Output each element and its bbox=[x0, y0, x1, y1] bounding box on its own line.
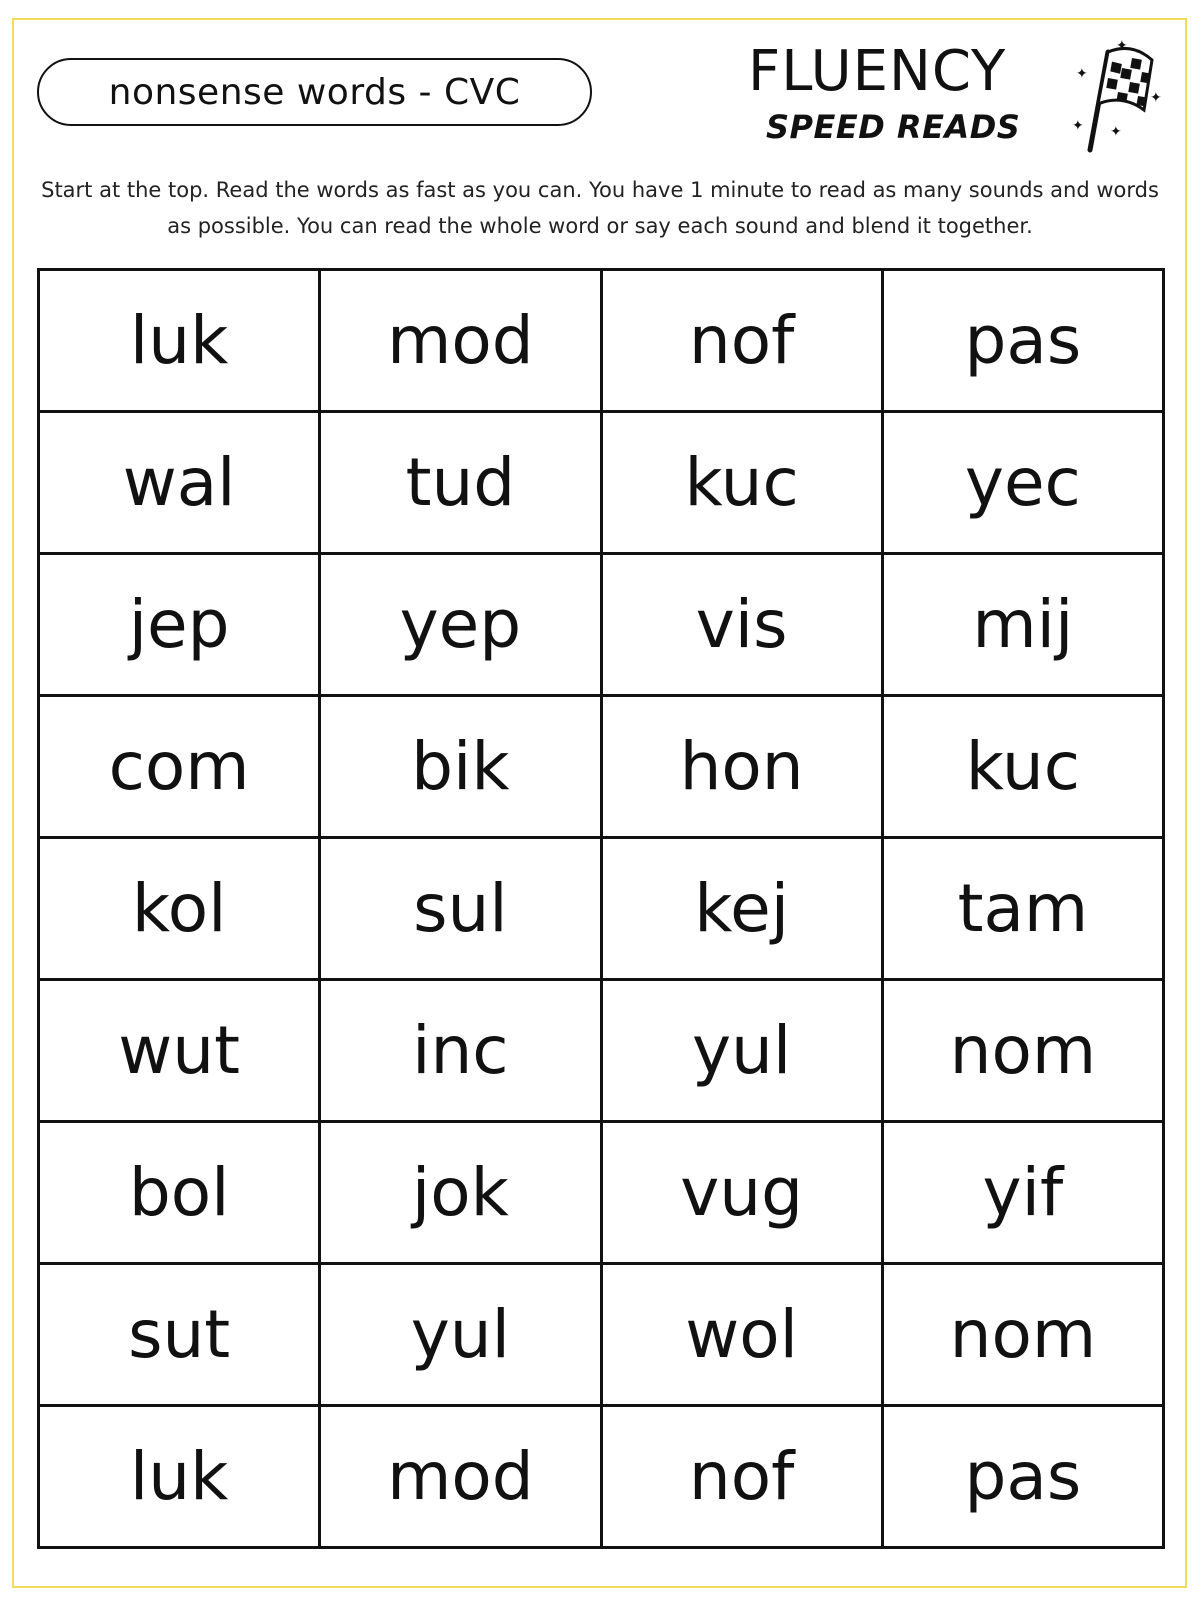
word-cell: yep bbox=[320, 554, 601, 696]
word-cell: mij bbox=[882, 554, 1163, 696]
word-cell: tud bbox=[320, 412, 601, 554]
word-cell: nom bbox=[882, 980, 1163, 1122]
word-cell: yul bbox=[320, 1264, 601, 1406]
word-cell: pas bbox=[882, 1406, 1163, 1548]
grid-row bbox=[39, 1264, 1164, 1406]
word-cell: pas bbox=[882, 270, 1163, 412]
word-cell: nom bbox=[882, 1264, 1163, 1406]
word-cell: yul bbox=[601, 980, 882, 1122]
word-cell: luk bbox=[39, 270, 320, 412]
word-cell: jok bbox=[320, 1122, 601, 1264]
word-cell: kuc bbox=[601, 412, 882, 554]
svg-text:✦: ✦ bbox=[1076, 66, 1088, 82]
worksheet-tag-label: nonsense words - CVC bbox=[108, 71, 521, 113]
word-cell: mod bbox=[320, 270, 601, 412]
word-cell: yec bbox=[882, 412, 1163, 554]
svg-text:✦: ✦ bbox=[1110, 124, 1122, 140]
word-cell: bik bbox=[320, 696, 601, 838]
word-cell: kuc bbox=[882, 696, 1163, 838]
grid-row bbox=[39, 412, 1164, 554]
word-cell: wol bbox=[601, 1264, 882, 1406]
word-cell: bol bbox=[39, 1122, 320, 1264]
word-cell: inc bbox=[320, 980, 601, 1122]
grid-row bbox=[39, 980, 1164, 1122]
word-cell: yif bbox=[882, 1122, 1163, 1264]
word-cell: sut bbox=[39, 1264, 320, 1406]
worksheet-tag bbox=[37, 58, 592, 126]
word-cell: com bbox=[39, 696, 320, 838]
checkered-flag-icon bbox=[1032, 38, 1162, 158]
grid-row bbox=[39, 1406, 1164, 1548]
svg-text:✦: ✦ bbox=[1072, 118, 1084, 134]
word-cell: sul bbox=[320, 838, 601, 980]
grid-row bbox=[39, 696, 1164, 838]
word-cell: kol bbox=[39, 838, 320, 980]
word-cell: kej bbox=[601, 838, 882, 980]
word-cell: wut bbox=[39, 980, 320, 1122]
word-cell: jep bbox=[39, 554, 320, 696]
grid-row bbox=[39, 1122, 1164, 1264]
word-cell: hon bbox=[601, 696, 882, 838]
grid-row bbox=[39, 270, 1164, 412]
svg-text:✦: ✦ bbox=[1150, 90, 1162, 106]
brand-logo bbox=[740, 38, 1170, 158]
word-cell: luk bbox=[39, 1406, 320, 1548]
grid-row bbox=[39, 838, 1164, 980]
instructions-text: Start at the top. Read the words as fast as you can. You have 1 minute to read as many sounds and words as possible. You can read the whole word or say each sound and blend it together. bbox=[41, 178, 1159, 238]
word-cell: tam bbox=[882, 838, 1163, 980]
word-cell: vis bbox=[601, 554, 882, 696]
brand-subtitle: SPEED READS bbox=[766, 108, 1021, 146]
word-grid bbox=[37, 268, 1165, 1549]
word-cell: nof bbox=[601, 1406, 882, 1548]
word-cell: mod bbox=[320, 1406, 601, 1548]
word-cell: nof bbox=[601, 270, 882, 412]
grid-row bbox=[39, 554, 1164, 696]
svg-text:✦: ✦ bbox=[1116, 38, 1128, 54]
brand-title: FLUENCY bbox=[748, 39, 1007, 104]
word-cell: vug bbox=[601, 1122, 882, 1264]
word-cell: wal bbox=[39, 412, 320, 554]
